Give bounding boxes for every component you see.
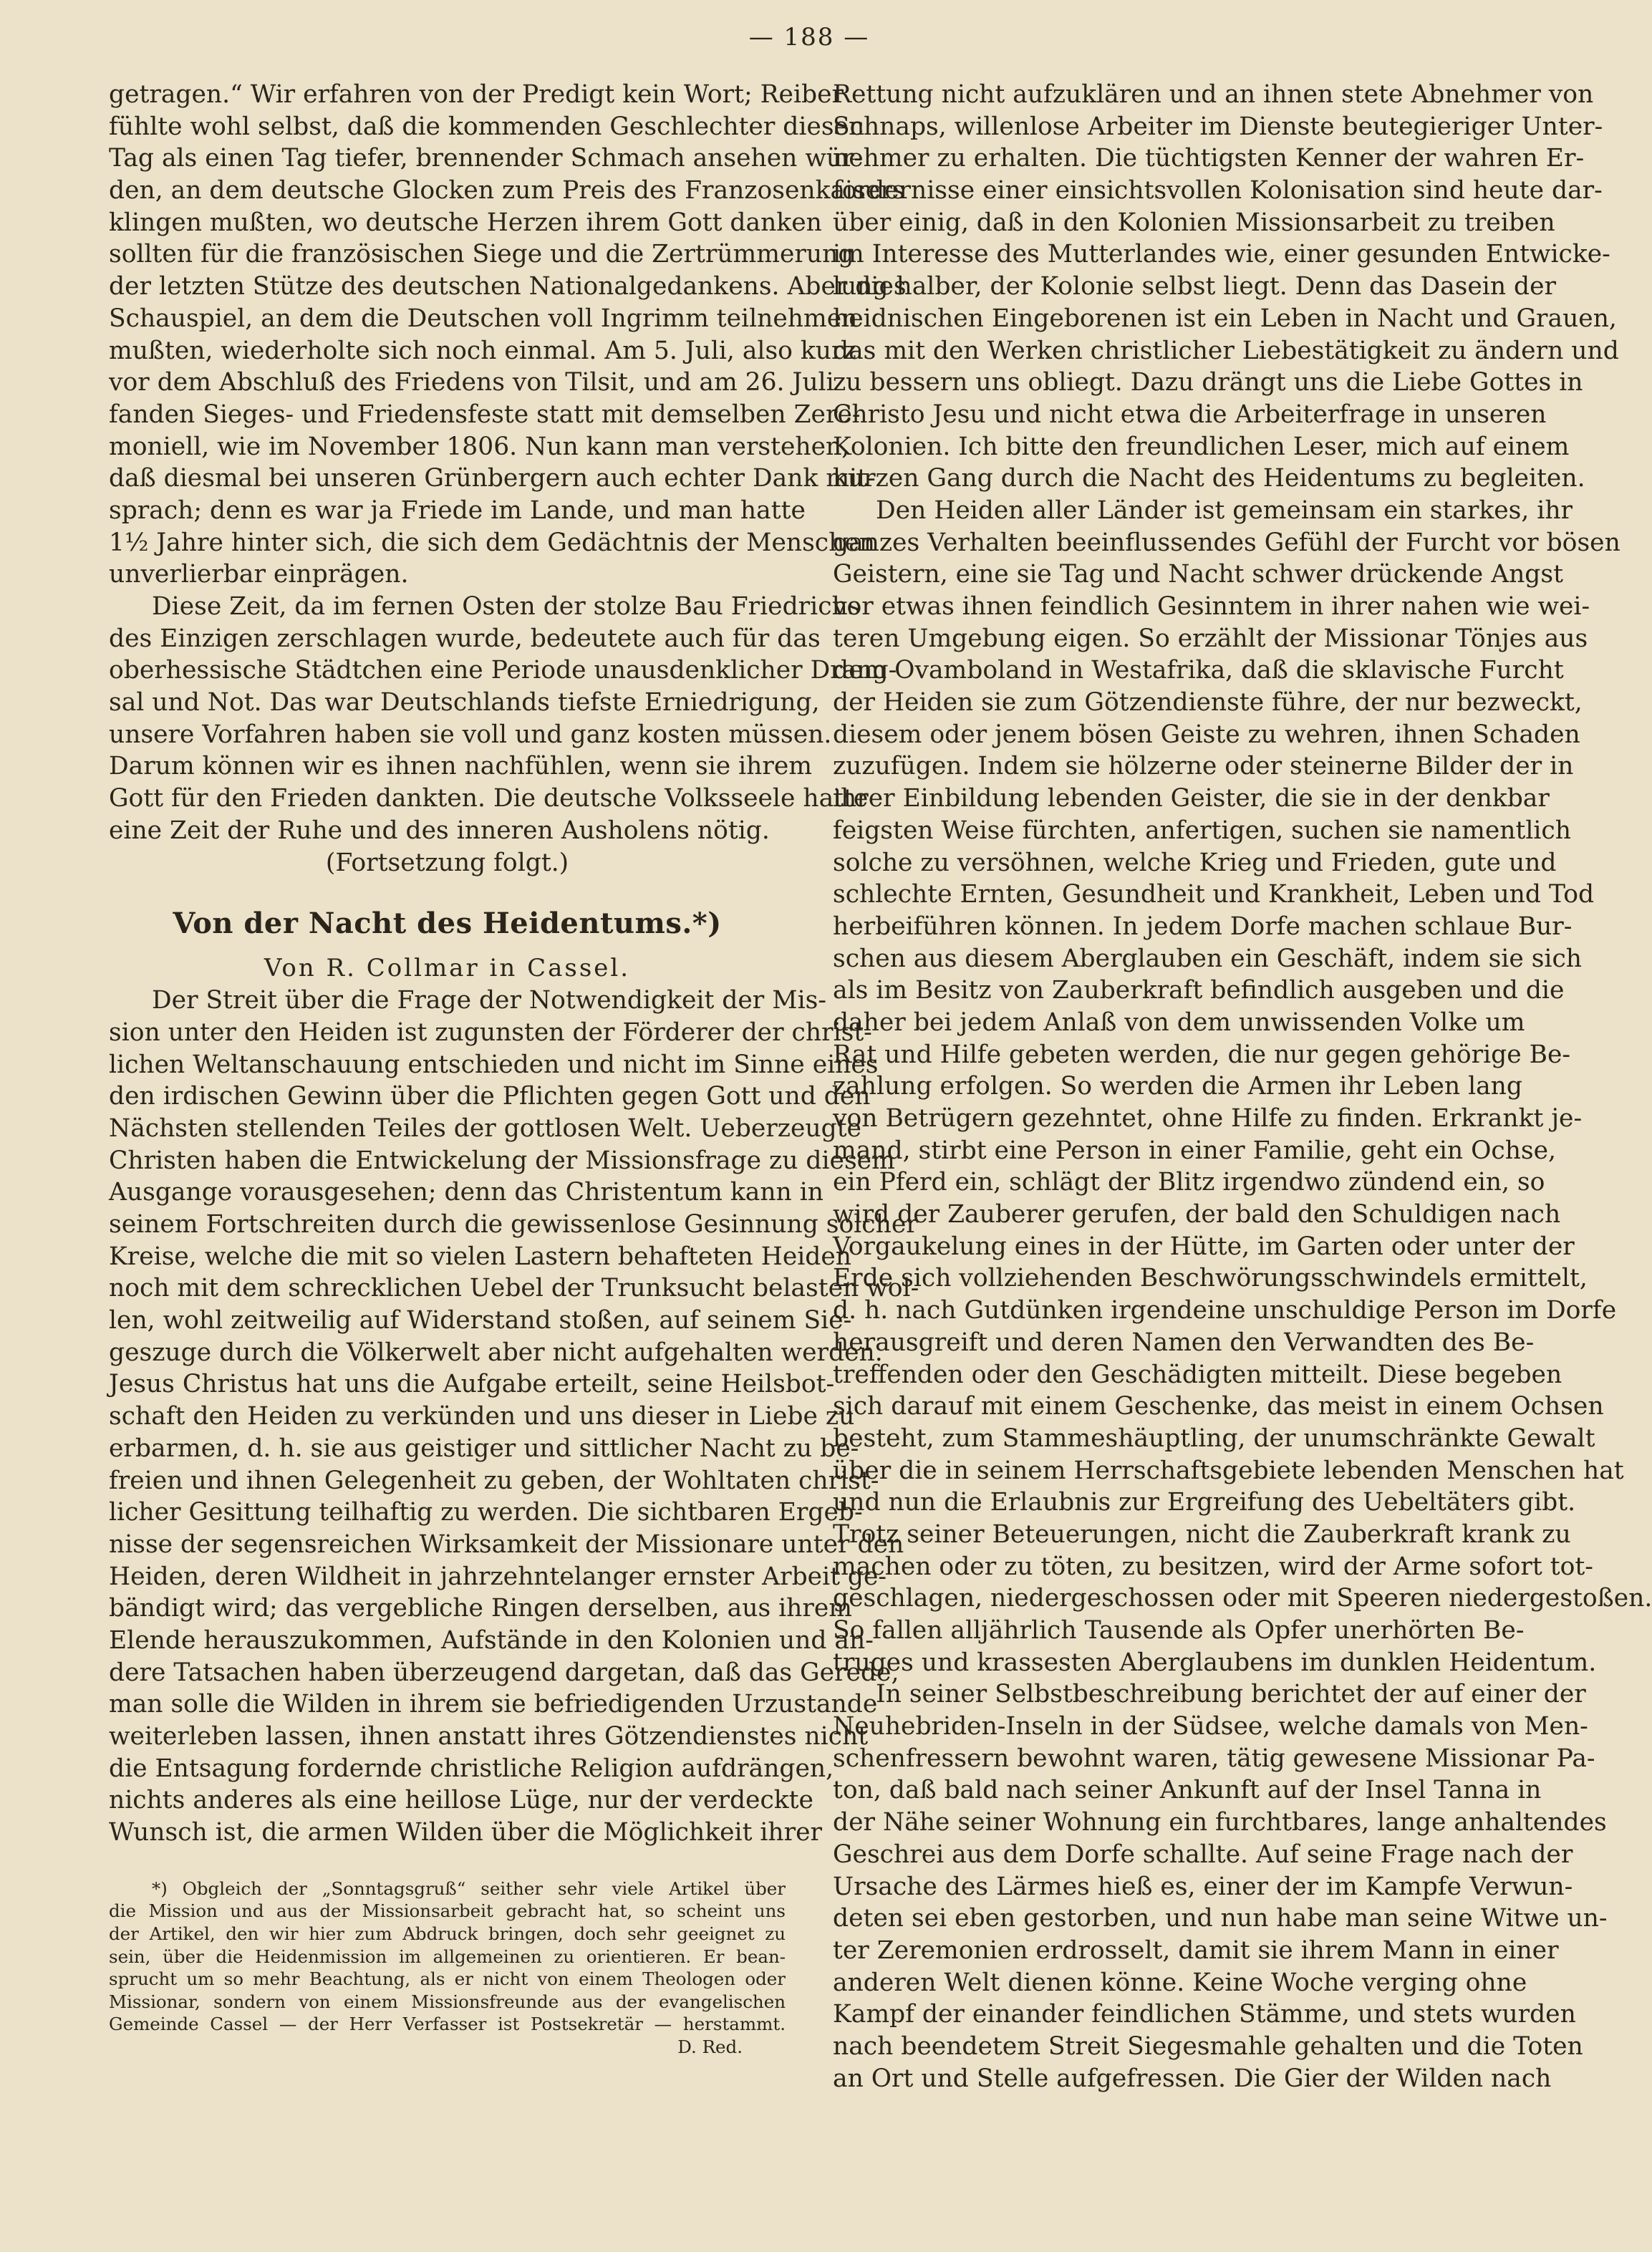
article-headline: Von der Nacht des Heidentums.*)	[173, 907, 722, 941]
text-line: daß diesmal bei unseren Grünbergern auch echter Dank mit-	[109, 464, 876, 493]
text-line: Christen haben die Entwickelung der Missionsfrage zu diesem	[109, 1146, 895, 1175]
footnote-signature: D. Red.	[677, 2036, 743, 2057]
text-line: Jesus Christus hat uns die Aufgabe erteilt, seine Heilsbot-	[109, 1370, 835, 1399]
text-line: der Heiden sie zum Götzendienste führe, der nur bezweckt,	[833, 688, 1583, 717]
text-line: Geistern, eine sie Tag und Nacht schwer drückende Angst	[833, 560, 1563, 589]
text-line: oberhessische Städtchen eine Periode unausdenklicher Drang-	[109, 656, 897, 685]
text-line: ihrer Einbildung lebenden Geister, die sie in der denkbar	[833, 784, 1550, 813]
text-line: sprach; denn es war ja Friede im Lande, und man hatte	[109, 496, 806, 525]
text-line: der Nähe seiner Wohnung ein furchtbares, lange anhaltendes	[833, 1808, 1607, 1837]
text-line: Kolonien. Ich bitte den freundlichen Leser, mich auf einem	[833, 432, 1570, 461]
article-paragraph	[833, 79, 1619, 495]
text-line: zahlung erfolgen. So werden die Armen ihr Leben lang	[833, 1072, 1522, 1101]
text-line: len, wohl zeitweilig auf Widerstand stoßen, auf seinem Sie-	[109, 1306, 852, 1335]
text-line: Der Streit über die Frage der Notwendigkeit der Mis-	[152, 986, 826, 1015]
text-line: dere Tatsachen haben überzeugend dargetan, daß das Gerede,	[109, 1658, 899, 1687]
text-line: sal und Not. Das war Deutschlands tiefste Erniedrigung,	[109, 688, 820, 717]
text-line: mand, stirbt eine Person in einer Familie, geht ein Ochse,	[833, 1136, 1557, 1165]
text-line: Ursache des Lärmes hieß es, einer der im Kampfe Verwun-	[833, 1872, 1573, 1901]
text-line: wird der Zauberer gerufen, der bald den Schuldigen nach	[833, 1200, 1561, 1229]
text-line: unsere Vorfahren haben sie voll und ganz kosten müssen.	[109, 720, 832, 749]
text-line: noch mit dem schrecklichen Uebel der Trunksucht belasten wol-	[109, 1274, 919, 1303]
text-line: an Ort und Stelle aufgefressen. Die Gier der Wilden nach	[833, 2064, 1552, 2093]
text-line: Schnaps, willenlose Arbeiter im Dienste beutegieriger Unter-	[833, 112, 1603, 141]
text-line: unverlierbar einprägen.	[109, 560, 409, 589]
text-line: Neuhebriden-Inseln in der Südsee, welche damals von Men-	[833, 1712, 1588, 1741]
text-line: daher bei jedem Anlaß von dem unwissenden Volke um	[833, 1007, 1525, 1037]
text-line: Kampf der einander feindlichen Stämme, und stets wurden	[833, 2000, 1576, 2029]
text-line: truges und krassesten Aberglaubens im dunklen Heidentum.	[833, 1648, 1597, 1677]
text-line: nehmer zu erhalten. Die tüchtigsten Kenner der wahren Er-	[833, 144, 1585, 173]
text-line: eine Zeit der Ruhe und des inneren Ausholens nötig.	[109, 816, 770, 845]
text-line: Wunsch ist, die armen Wilden über die Möglichkeit ihrer	[109, 1818, 823, 1847]
article-paragraph	[833, 495, 1652, 1678]
text-line: geschlagen, niedergeschossen oder mit Speeren niedergestoßen.	[833, 1584, 1652, 1613]
text-line: kurzen Gang durch die Nacht des Heidentums zu begleiten.	[833, 464, 1585, 493]
text-line: im Interesse des Mutterlandes wie, einer gesunden Entwicke-	[833, 240, 1610, 269]
text-line: vor dem Abschluß des Friedens von Tilsit, und am 26. Juli	[109, 368, 834, 397]
text-line: nisse der segensreichen Wirksamkeit der Missionare unter den	[109, 1529, 904, 1559]
text-line: Nächsten stellenden Teiles der gottlosen Welt. Ueberzeugte	[109, 1113, 861, 1143]
text-line: Gott für den Frieden dankten. Die deutsche Volksseele hatte	[109, 784, 869, 813]
article-paragraph	[109, 985, 919, 1849]
text-line: zu bessern uns obliegt. Dazu drängt uns die Liebe Gottes in	[833, 368, 1583, 397]
text-line: weiterleben lassen, ihnen anstatt ihres Götzendienstes nicht	[109, 1722, 869, 1751]
text-line: ein Pferd ein, schlägt der Blitz irgendwo zündend ein, so	[833, 1168, 1545, 1197]
text-line: Rat und Hilfe gebeten werden, die nur gegen gehörige Be-	[833, 1040, 1571, 1069]
continuation-paragraph	[109, 591, 897, 847]
text-line: besteht, zum Stammeshäuptling, der unumschränkte Gewalt	[833, 1424, 1595, 1453]
text-line: sprucht um so mehr Beachtung, als er nicht von einem Theologen oder	[109, 1968, 786, 1990]
text-line: als im Besitz von Zauberkraft befindlich ausgeben und die	[833, 976, 1565, 1005]
footnote	[109, 1878, 786, 2036]
right-column	[833, 79, 1652, 2094]
text-line: Elende herauszukommen, Aufstände in den Kolonien und an-	[109, 1625, 874, 1655]
text-line: ter Zeremonien erdrosselt, damit sie ihrem Mann in einer	[833, 1936, 1559, 1965]
text-line: klingen mußten, wo deutsche Herzen ihrem Gott danken	[109, 208, 822, 237]
text-line: ton, daß bald nach seiner Ankunft auf der Insel Tanna in	[833, 1776, 1542, 1805]
text-line: herausgreift und deren Namen den Verwandten des Be-	[833, 1328, 1535, 1357]
text-line: nichts anderes als eine heillose Lüge, nur der verdeckte	[109, 1786, 813, 1815]
text-line: sein, über die Heidenmission im allgemeinen zu orientieren. Er bean-	[109, 1946, 786, 1967]
text-line: sich darauf mit einem Geschenke, das meist in einem Ochsen	[833, 1392, 1604, 1421]
text-line: In seiner Selbstbeschreibung berichtet der auf einer der	[876, 1680, 1586, 1709]
text-line: die Entsagung fordernde christliche Religion aufdrängen,	[109, 1754, 834, 1783]
text-line: moniell, wie im November 1806. Nun kann man verstehen,	[109, 432, 850, 461]
text-line: schenfressern bewohnt waren, tätig gewesene Missionar Pa-	[833, 1744, 1595, 1773]
text-line: den, an dem deutsche Glocken zum Preis des Franzosenkaisers	[109, 176, 905, 206]
text-line: Trotz seiner Beteuerungen, nicht die Zauberkraft krank zu	[833, 1519, 1571, 1549]
text-line: nach beendetem Streit Siegesmahle gehalten und die Toten	[833, 2031, 1583, 2061]
text-line: die Mission und aus der Missionsarbeit gebracht hat, so scheint uns	[109, 1900, 786, 1922]
text-line: erbarmen, d. h. sie aus geistiger und sittlicher Nacht zu be-	[109, 1434, 859, 1463]
text-line: 1½ Jahre hinter sich, die sich dem Gedächtnis der Menschen	[109, 528, 875, 557]
text-line: Erde sich vollziehenden Beschwörungsschwindels ermittelt,	[833, 1264, 1588, 1293]
text-line: Tag als einen Tag tiefer, brennender Schmach ansehen wür-	[109, 144, 863, 173]
text-line: von Betrügern gezehntet, ohne Hilfe zu finden. Erkrankt je-	[833, 1104, 1583, 1133]
footnote-signature-row	[109, 2036, 786, 2059]
text-line: Darum können wir es ihnen nachfühlen, wenn sie ihrem	[109, 752, 813, 781]
text-line: schaft den Heiden zu verkünden und uns dieser in Liebe zu	[109, 1402, 855, 1431]
text-line: fühlte wohl selbst, daß die kommenden Geschlechter diesen	[109, 112, 865, 141]
left-column	[109, 79, 919, 2059]
text-line: machen oder zu töten, zu besitzen, wird der Arme sofort tot-	[833, 1552, 1593, 1581]
text-line: *) Obgleich der „Sonntagsgruß“ seither sehr viele Artikel über	[152, 1878, 786, 1899]
text-line: Vorgaukelung eines in der Hütte, im Garten oder unter der	[833, 1232, 1575, 1261]
text-line: herbeiführen können. In jedem Dorfe machen schlaue Bur-	[833, 912, 1573, 941]
text-line: und nun die Erlaubnis zur Ergreifung des Uebeltäters gibt.	[833, 1488, 1576, 1517]
text-line: über einig, daß in den Kolonien Missionsarbeit zu treiben	[833, 208, 1555, 237]
text-line: deten sei eben gestorben, und nun habe man seine Witwe un-	[833, 1904, 1608, 1933]
text-line: Geschrei aus dem Dorfe schallte. Auf seine Frage nach der	[833, 1840, 1573, 1869]
text-line: freien und ihnen Gelegenheit zu geben, der Wohltaten christ-	[109, 1466, 879, 1495]
to-be-continued: (Fortsetzung folgt.)	[325, 848, 569, 877]
text-line: Christo Jesu und nicht etwa die Arbeiterfrage in unseren	[833, 400, 1547, 429]
text-line: dem Ovamboland in Westafrika, daß die sklavische Furcht	[833, 656, 1564, 685]
text-line: der Artikel, den wir hier zum Abdruck bringen, doch sehr geeignet zu	[109, 1923, 786, 1944]
text-line: Missionar, sondern von einem Missionsfreunde aus der evangelischen	[109, 1991, 786, 2012]
text-line: den irdischen Gewinn über die Pflichten gegen Gott und den	[109, 1082, 871, 1111]
text-line: Heiden, deren Wildheit in jahrzehntelanger ernster Arbeit ge-	[109, 1562, 887, 1591]
text-line: mußten, wiederholte sich noch einmal. Am 5. Juli, also kurz	[109, 336, 856, 365]
text-line: solche zu versöhnen, welche Krieg und Frieden, gute und	[833, 848, 1557, 877]
text-line: ganzes Verhalten beeinflussendes Gefühl der Furcht vor bösen	[833, 528, 1620, 557]
text-line: getragen.“ Wir erfahren von der Predigt kein Wort; Reiber	[109, 80, 844, 109]
text-line: man solle die Wilden in ihrem sie befriedigenden Urzustande	[109, 1690, 878, 1719]
text-line: das mit den Werken christlicher Liebestätigkeit zu ändern und	[833, 336, 1619, 365]
text-line: seinem Fortschreiten durch die gewissenlose Gesinnung solcher	[109, 1210, 918, 1239]
page-number: — 188 —	[748, 23, 870, 52]
text-line: vor etwas ihnen feindlich Gesinntem in ihrer nahen wie wei-	[833, 592, 1590, 621]
text-line: bändigt wird; das vergebliche Ringen derselben, aus ihrem	[109, 1594, 852, 1623]
text-line: Kreise, welche die mit so vielen Lastern behafteten Heiden	[109, 1242, 851, 1271]
text-line: Schauspiel, an dem die Deutschen voll Ingrimm teilnehmen	[109, 304, 858, 333]
text-line: sollten für die französischen Siege und die Zertrümmerung	[109, 240, 854, 269]
text-line: So fallen alljährlich Tausende als Opfer unerhörten Be-	[833, 1616, 1525, 1645]
text-line: licher Gesittung teilhaftig zu werden. Die sichtbaren Ergeb-	[109, 1498, 863, 1527]
text-line: sion unter den Heiden ist zugunsten der Förderer der christ-	[109, 1018, 872, 1047]
text-line: der letzten Stütze des deutschen Nationalgedankens. Aber dies	[109, 272, 907, 301]
text-line: lichen Weltanschauung entschieden und nicht im Sinne eines	[109, 1050, 879, 1079]
text-line: d. h. nach Gutdünken irgendeine unschuldige Person im Dorfe	[833, 1296, 1617, 1325]
text-line: Diese Zeit, da im fernen Osten der stolze Bau Friedrichs	[152, 592, 861, 621]
text-line: über die in seinem Herrschaftsgebiete lebenden Menschen hat	[833, 1456, 1624, 1485]
text-line: Den Heiden aller Länder ist gemeinsam ein starkes, ihr	[876, 496, 1573, 525]
text-line: lung halber, der Kolonie selbst liegt. Denn das Dasein der	[833, 272, 1557, 301]
text-line: des Einzigen zerschlagen wurde, bedeutete auch für das	[109, 624, 821, 653]
text-line: fanden Sieges- und Friedensfeste statt mit demselben Zere-	[109, 400, 861, 429]
continuation-text	[109, 79, 907, 591]
text-line: heidnischen Eingeborenen ist ein Leben in Nacht und Grauen,	[833, 304, 1617, 333]
text-line: diesem oder jenem bösen Geiste zu wehren, ihnen Schaden	[833, 720, 1580, 749]
text-line: schen aus diesem Aberglauben ein Geschäft, indem sie sich	[833, 944, 1582, 973]
text-line: zuzufügen. Indem sie hölzerne oder steinerne Bilder der in	[833, 752, 1574, 781]
text-line: treffenden oder den Geschädigten mitteilt. Diese begeben	[833, 1360, 1562, 1389]
text-line: schlechte Ernten, Gesundheit und Krankheit, Leben und Tod	[833, 880, 1595, 909]
text-line: teren Umgebung eigen. So erzählt der Missionar Tönjes aus	[833, 624, 1588, 653]
text-line: Rettung nicht aufzuklären und an ihnen stete Abnehmer von	[833, 80, 1594, 109]
article-paragraph	[833, 1678, 1608, 2094]
footnote-spacer	[109, 1849, 786, 1878]
text-line: anderen Welt dienen könne. Keine Woche verging ohne	[833, 1968, 1527, 1997]
article-byline: Von R. Collmar in Cassel.	[264, 954, 631, 983]
text-line: Gemeinde Cassel — der Herr Verfasser ist Postsekretär — herstammt.	[109, 2014, 786, 2035]
text-line: Ausgange vorausgesehen; denn das Christentum kann in	[109, 1178, 823, 1207]
text-line: feigsten Weise fürchten, anfertigen, suchen sie namentlich	[833, 816, 1571, 845]
text-line: fordernisse einer einsichtsvollen Kolonisation sind heute dar-	[833, 176, 1603, 206]
text-line: geszuge durch die Völkerwelt aber nicht aufgehalten werden.	[109, 1338, 883, 1367]
